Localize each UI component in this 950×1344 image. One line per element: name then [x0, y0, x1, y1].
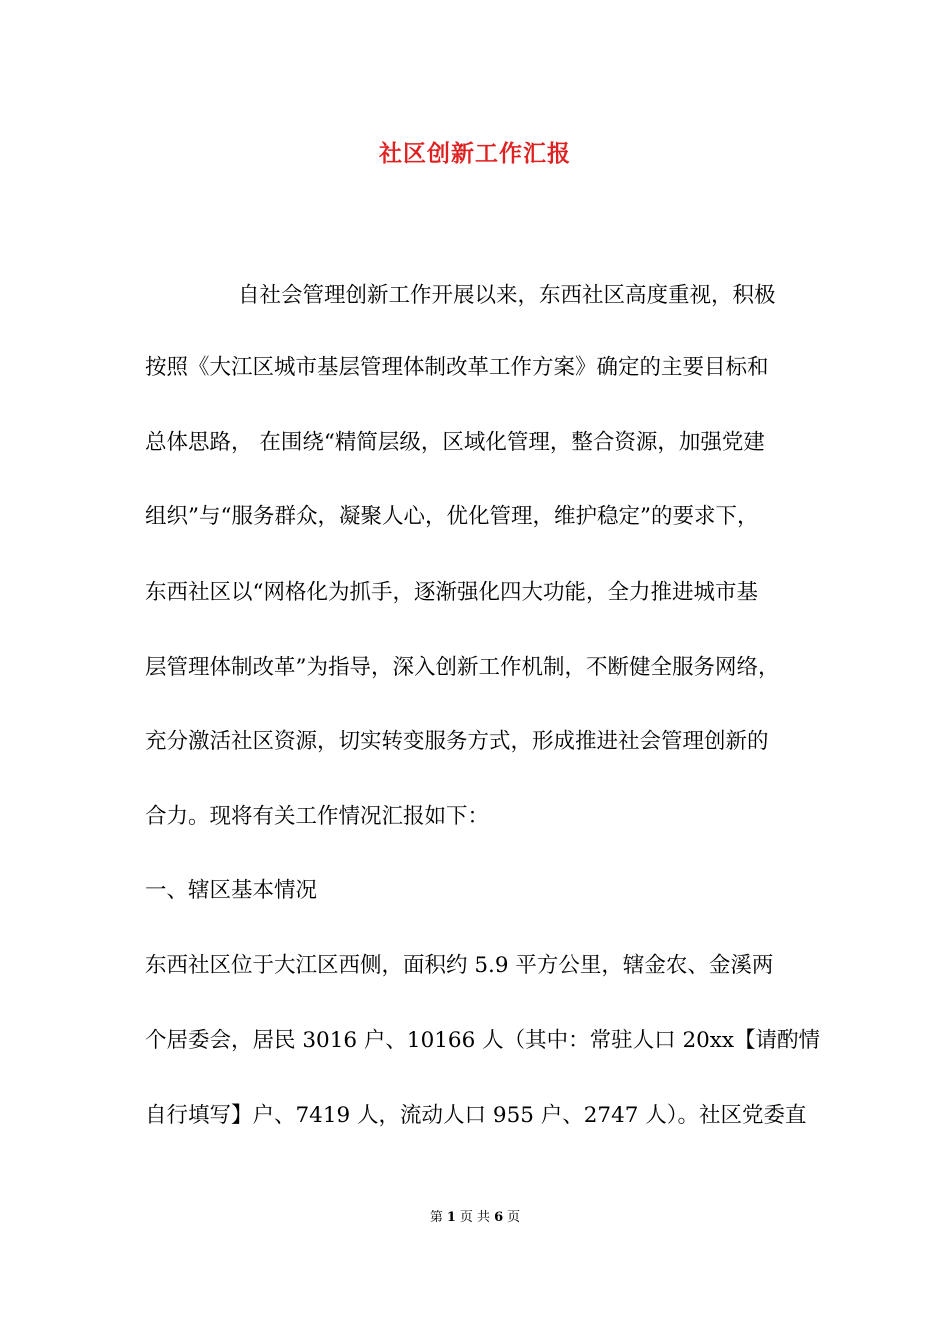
document-title: 社区创新工作汇报 — [379, 140, 571, 167]
paragraph-line: 组织”与“服务群众，凝聚人心，优化管理，维护稳定”的要求下， — [145, 504, 759, 529]
paragraph-line: 东西社区位于大江区西侧，面积约 5.9 平方公里，辖金农、金溪两 — [145, 953, 774, 978]
paragraph-line: 充分激活社区资源，切实转变服务方式，形成推进社会管理创新的 — [145, 729, 769, 754]
paragraph-line: 总体思路， 在围绕“精简层级，区域化管理，整合资源，加强党建 — [145, 430, 765, 455]
paragraph-line: 层管理体制改革”为指导，深入创新工作机制，不断健全服务网络， — [145, 655, 780, 680]
page-footer — [0, 1208, 950, 1228]
paragraph-line: 按照《大江区城市基层管理体制改革工作方案》确定的主要目标和 — [145, 355, 769, 380]
paragraph-line: 自行填写】户、7419 人，流动人口 955 户、2747 人）。社区党委直 — [145, 1103, 807, 1128]
footer-suffix: 页 — [507, 1210, 521, 1225]
section-heading: 一、辖区基本情况 — [145, 878, 318, 903]
page-number: 1 — [446, 1210, 456, 1225]
paragraph-line: 合力。现将有关工作情况汇报如下： — [145, 804, 490, 829]
footer-prefix: 第 — [429, 1210, 443, 1225]
page-total: 6 — [494, 1210, 504, 1225]
paragraph-line: 个居委会，居民 3016 户、10166 人（其中：常驻人口 20xx【请酌情 — [145, 1028, 821, 1053]
paragraph-line: 东西社区以“网格化为抓手，逐渐强化四大功能，全力推进城市基 — [145, 580, 758, 605]
paragraph-line: 自社会管理创新工作开展以来，东西社区高度重视，积极 — [238, 283, 776, 308]
footer-mid: 页 共 — [459, 1210, 491, 1225]
